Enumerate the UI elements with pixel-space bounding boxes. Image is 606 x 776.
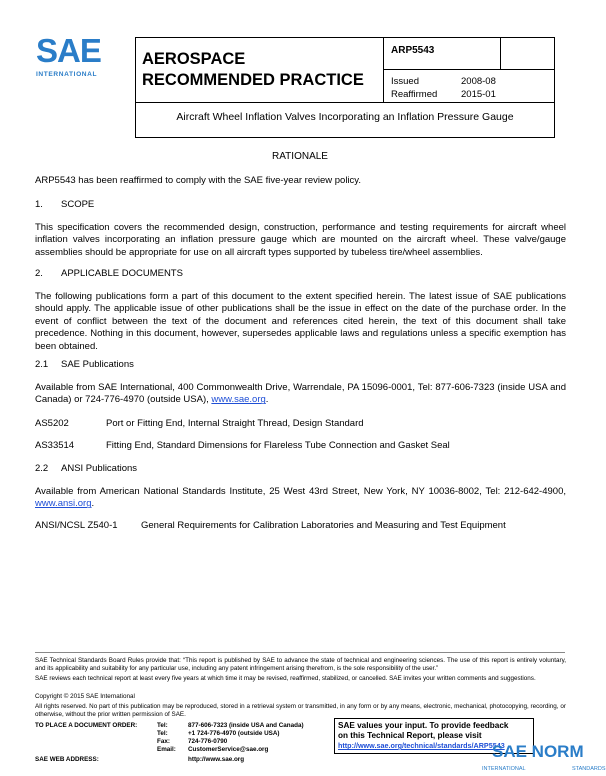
ansi-publications-text xyxy=(35,486,566,511)
section-title: SAE Publications xyxy=(61,359,134,370)
web-address-value[interactable]: http://www.sae.org xyxy=(188,756,245,763)
scope-text: This specification covers the recommended design, construction, performance and testing requirements for aircraft wheel inflation valves incorporating an inflation pressure gauge which are mounted on the aircraft wheel. These valve/gauge assemblies should be appropriate for use on all aircraft types supported by tubeless tire/wheel assemblies. xyxy=(35,222,566,258)
section-number: 2.2 xyxy=(35,463,49,474)
rationale-heading: RATIONALE xyxy=(272,151,328,162)
issued-date: 2008-08 xyxy=(461,76,496,87)
reaffirmed-label: Reaffirmed xyxy=(391,89,438,100)
order-label: TO PLACE A DOCUMENT ORDER: xyxy=(35,722,138,729)
footer-review-text: SAE reviews each technical report at least every five years at which time it may be revised, reaffirmed, stabilized, or cancelled. SAE invites your written comments and suggestions. xyxy=(35,675,536,682)
reaffirmed-date: 2015-01 xyxy=(461,89,496,100)
reference-title: General Requirements for Calibration Laboratories and Measuring and Test Equipment xyxy=(141,520,506,531)
section-title: SCOPE xyxy=(61,199,95,210)
contact-value: 877-606-7323 (inside USA and Canada) xyxy=(188,722,304,729)
document-title: Aircraft Wheel Inflation Valves Incorporating an Inflation Pressure Gauge xyxy=(176,111,514,123)
web-address-label: SAE WEB ADDRESS: xyxy=(35,756,99,763)
reference-code: AS33514 xyxy=(35,440,75,451)
section-scope-heading xyxy=(35,199,94,210)
reference-code: ANSI/NCSL Z540-1 xyxy=(35,520,118,531)
ansi-address-text: Available from American National Standards Institute, 25 West 43rd Street, New York, NY 10036-8002, Tel: 212-642-4900, xyxy=(35,486,566,497)
contact-key: Tel: xyxy=(157,730,168,737)
section-number: 2. xyxy=(35,268,43,279)
document-number: ARP5543 xyxy=(391,45,435,56)
section-number: 1. xyxy=(35,199,43,210)
document-type-line2: RECOMMENDED PRACTICE xyxy=(142,71,364,89)
contact-value: 724-776-0790 xyxy=(188,738,228,745)
footer-rules-text: SAE Technical Standards Board Rules provide that: “This report is published by SAE to advance the state of technical and engineering sciences. The use of this report is entirely voluntary, and its applicability and suitability for any particular use, including any patent infringement arising therefrom, is the sole responsibility of the user.” xyxy=(35,657,566,672)
ansi-website-link[interactable]: www.ansi.org xyxy=(35,498,92,510)
norm-logo-text: SAE NORM xyxy=(492,742,584,761)
reference-title: Port or Fitting End, Internal Straight Thread, Design Standard xyxy=(106,418,364,429)
issued-label: Issued xyxy=(391,76,419,87)
feedback-line: SAE values your input. To provide feedback xyxy=(338,721,509,730)
norm-logo-subtext: STANDARDS xyxy=(572,766,606,772)
logo-mark: SAE xyxy=(36,32,101,69)
footer-copyright: Copyright © 2015 SAE International xyxy=(35,693,135,700)
contact-key: Fax: xyxy=(157,738,170,745)
sentence-end: . xyxy=(91,498,95,510)
sae-website-link[interactable]: www.sae.org xyxy=(211,394,266,406)
section-documents-heading xyxy=(35,268,183,279)
footer-divider xyxy=(35,652,565,653)
reference-code: AS5202 xyxy=(35,418,69,429)
section-sae-publications-heading xyxy=(35,359,134,370)
sae-publications-text xyxy=(35,382,566,407)
sae-logo xyxy=(36,34,116,84)
contact-value: +1 724-776-4970 (outside USA) xyxy=(188,730,280,737)
section-title: APPLICABLE DOCUMENTS xyxy=(61,268,183,279)
sentence-end: . xyxy=(265,394,269,406)
section-ansi-publications-heading xyxy=(35,463,137,474)
document-type-line1: AEROSPACE xyxy=(142,50,246,68)
section-number: 2.1 xyxy=(35,359,49,370)
contact-key: Email: xyxy=(157,746,176,753)
rationale-text: ARP5543 has been reaffirmed to comply with the SAE five-year review policy. xyxy=(35,175,361,186)
sae-norm-logo xyxy=(482,742,606,776)
contact-email[interactable]: CustomerService@sae.org xyxy=(188,746,269,753)
document-type xyxy=(142,49,382,91)
feedback-line: on this Technical Report, please visit xyxy=(338,731,482,740)
documents-text: The following publications form a part of this document to the extent specified herein. The latest issue of SAE publications should apply. The applicable issue of other publications shall be the issue in effect on the date of the purchase order. In the event of conflict between the text of the document and references cited herein, the text of this document shall take precedence. Nothing in this document, however, supersedes applicable laws and regulations unless a specific exemption has been obtained. xyxy=(35,291,566,352)
logo-subtext: INTERNATIONAL xyxy=(36,71,98,78)
reference-title: Fitting End, Standard Dimensions for Flareless Tube Connection and Gasket Seal xyxy=(106,440,450,451)
feedback-link[interactable]: http://www.sae.org/technical/standards/ARP5543 xyxy=(338,741,505,750)
contact-key: Tel: xyxy=(157,722,168,729)
section-title: ANSI Publications xyxy=(61,463,138,474)
footer-rights-text: All rights reserved. No part of this publication may be reproduced, stored in a retrieval system or transmitted, in any form or by any means, electronic, mechanical, photocopying, recording, or otherwise, without the prior written permission of SAE. xyxy=(35,703,566,718)
sae-address-text: Available from SAE International, 400 Commonwealth Drive, Warrendale, PA 15096-0001, Tel: 877-606-7323 (inside USA and Canada) or 724-776-4970 (outside USA), xyxy=(35,382,566,406)
norm-logo-subtext: INTERNATIONAL xyxy=(482,766,526,772)
